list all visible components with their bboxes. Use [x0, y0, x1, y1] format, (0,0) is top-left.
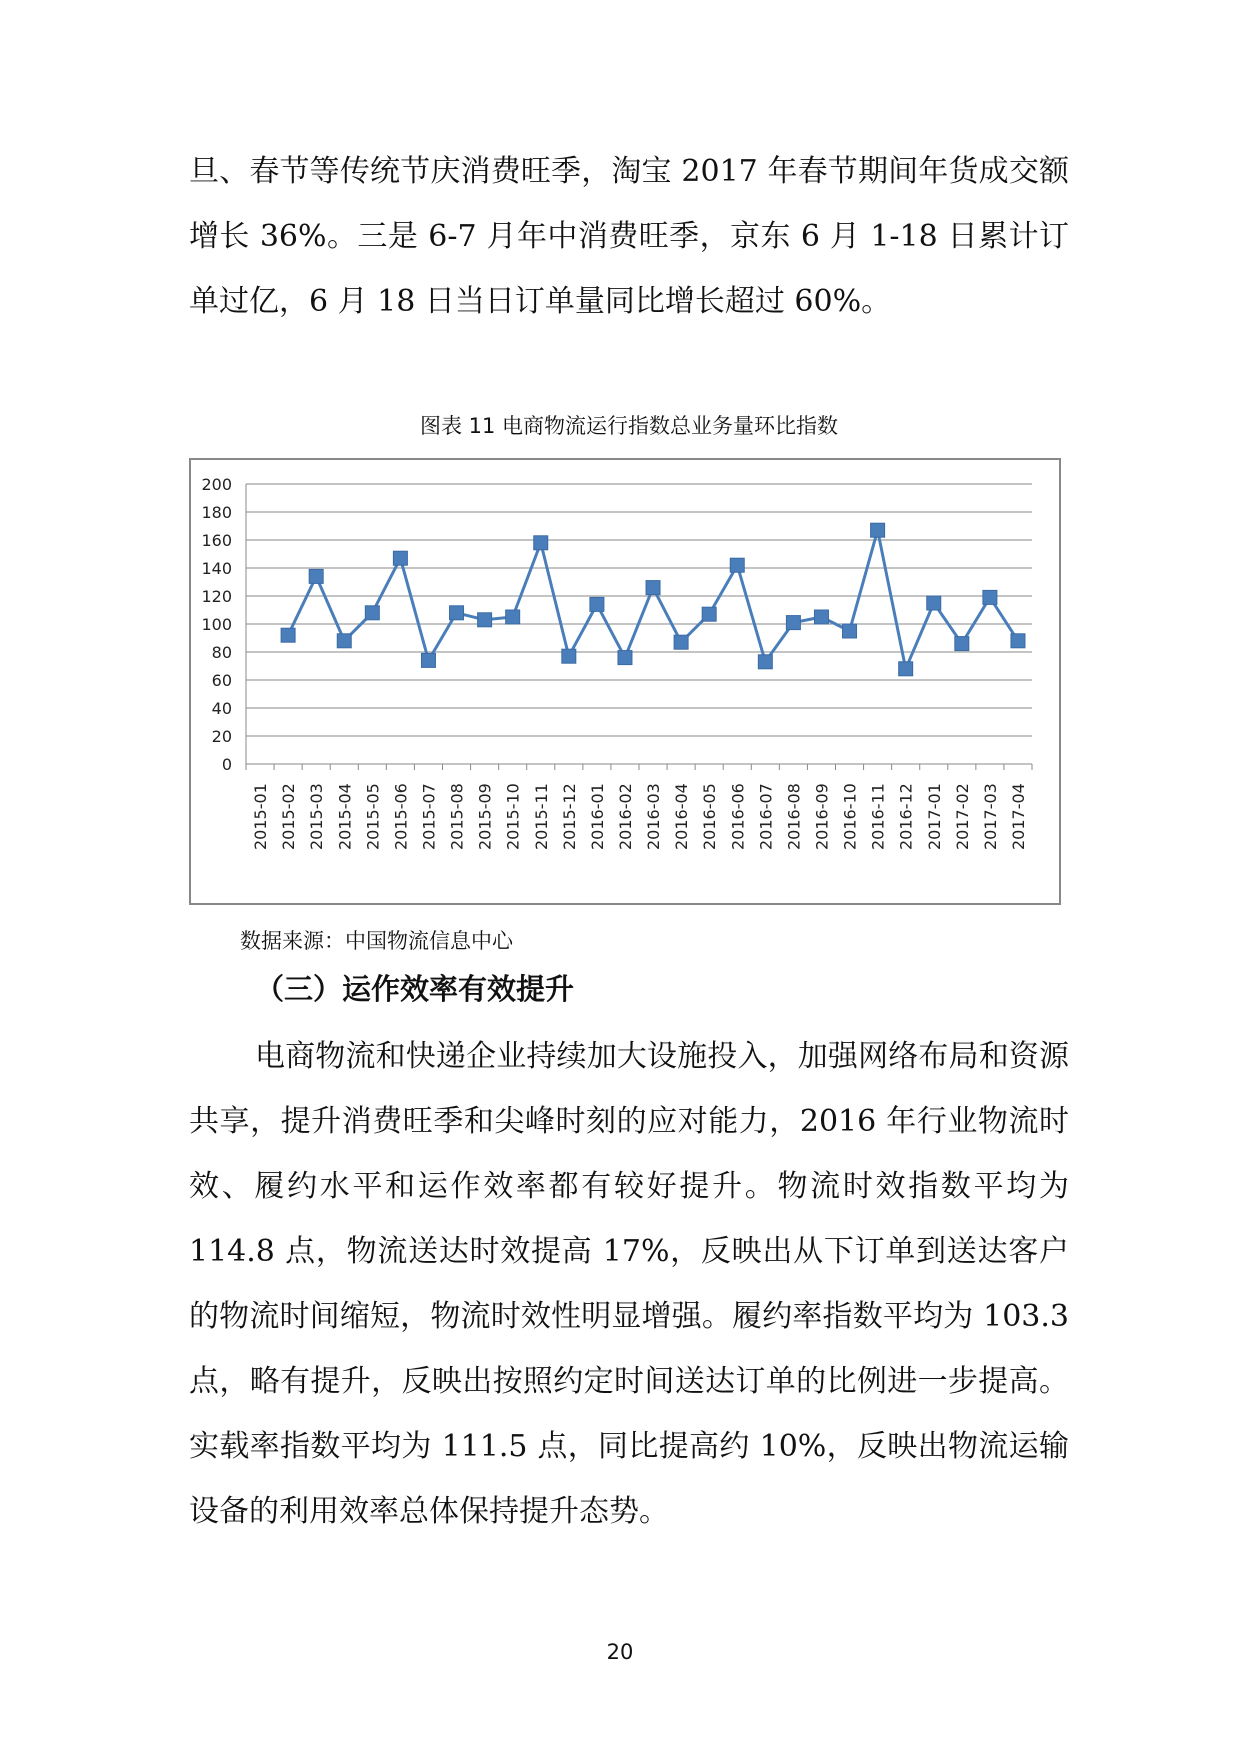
x-tick-label: 2016-11: [868, 783, 888, 850]
data-point: [955, 637, 969, 651]
data-point: [702, 607, 716, 621]
x-tick-label: 2015-02: [279, 783, 299, 850]
source-note: 数据来源：中国物流信息中心: [240, 929, 513, 953]
data-point: [618, 651, 632, 665]
data-point: [393, 551, 407, 565]
data-point: [365, 606, 379, 620]
y-tick-label: 140: [201, 559, 232, 578]
figure-caption: 图表 11 电商物流运行指数总业务量环比指数: [419, 414, 839, 438]
data-point: [843, 624, 857, 638]
x-tick-label: 2017-03: [980, 783, 1000, 850]
data-point: [506, 610, 520, 624]
x-tick-label: 2015-05: [363, 783, 383, 850]
x-tick-label: 2015-09: [475, 783, 495, 850]
x-tick-label: 2015-03: [307, 783, 327, 850]
data-point: [1011, 634, 1025, 648]
y-tick-label: 80: [211, 643, 232, 662]
x-tick-label: 2015-06: [391, 783, 411, 850]
x-tick-label: 2015-07: [419, 783, 439, 850]
data-point: [309, 569, 323, 583]
data-point: [534, 536, 548, 550]
data-point: [674, 635, 688, 649]
y-tick-label: 100: [201, 615, 232, 634]
y-tick-label: 0: [221, 755, 232, 774]
data-point: [927, 596, 941, 610]
data-point: [281, 628, 295, 642]
x-tick-label: 2015-08: [447, 783, 467, 850]
data-point: [758, 655, 772, 669]
x-tick-label: 2016-06: [728, 783, 748, 850]
data-point: [730, 558, 744, 572]
chart-canvas: [191, 460, 1059, 903]
data-point: [421, 653, 435, 667]
page-number: 20: [606, 1640, 634, 1664]
data-point: [871, 523, 885, 537]
line-chart: [189, 458, 1061, 905]
x-tick-label: 2015-11: [531, 783, 551, 850]
y-tick-label: 120: [201, 587, 232, 606]
data-point: [899, 662, 913, 676]
x-tick-label: 2015-04: [335, 783, 355, 850]
x-tick-label: 2017-01: [924, 783, 944, 850]
data-point: [450, 606, 464, 620]
x-tick-label: 2016-01: [587, 783, 607, 850]
x-tick-label: 2015-12: [559, 783, 579, 850]
x-tick-label: 2016-09: [812, 783, 832, 850]
data-point: [814, 610, 828, 624]
body-paragraph: 旦、春节等传统节庆消费旺季，淘宝 2017 年春节期间年货成交额增长 36%。三是 6-7 月年中消费旺季，京东 6 月 1-18 日累计订单过亿，6 月 18 日当日订单量同比增长超过 60%。: [189, 154, 1069, 319]
x-tick-label: 2016-03: [644, 783, 664, 850]
x-tick-label: 2016-05: [700, 783, 720, 850]
x-tick-label: 2017-02: [952, 783, 972, 850]
y-tick-label: 40: [211, 699, 232, 718]
x-tick-label: 2015-10: [503, 783, 523, 850]
x-tick-label: 2016-02: [615, 783, 635, 850]
x-tick-label: 2017-04: [1008, 783, 1028, 850]
section-heading: （三）运作效率有效提升: [255, 972, 575, 1006]
data-point: [983, 590, 997, 604]
y-tick-label: 160: [201, 531, 232, 550]
x-tick-label: 2016-10: [840, 783, 860, 850]
data-point: [646, 581, 660, 595]
y-tick-label: 60: [211, 671, 232, 690]
x-tick-label: 2015-01: [251, 783, 271, 850]
body-paragraph-2: 电商物流和快递企业持续加大设施投入，加强网络布局和资源共享，提升消费旺季和尖峰时刻的应对能力，2016 年行业物流时效、履约水平和运作效率都有较好提升。物流时效指数平均为 114.8 点，物流送达时效提高 17%，反映出从下订单到送达客户的物流时间缩短，物流时效性明显增强。履约率指数平均为 103.3 点，略有提升，反映出按照约定时间送达订单的比例进一步提高。实载率指数平均为 111.5 点，同比提高约 10%，反映出物流运输设备的利用效率总体保持提升态势。: [189, 1039, 1069, 1529]
data-point: [590, 597, 604, 611]
data-point: [337, 634, 351, 648]
x-tick-label: 2016-12: [896, 783, 916, 850]
y-tick-label: 180: [201, 503, 232, 522]
data-point: [478, 613, 492, 627]
y-tick-label: 20: [211, 727, 232, 746]
x-tick-label: 2016-04: [672, 783, 692, 850]
x-tick-label: 2016-08: [784, 783, 804, 850]
data-point: [562, 649, 576, 663]
x-tick-label: 2016-07: [756, 783, 776, 850]
data-point: [786, 616, 800, 630]
y-tick-label: 200: [201, 475, 232, 494]
